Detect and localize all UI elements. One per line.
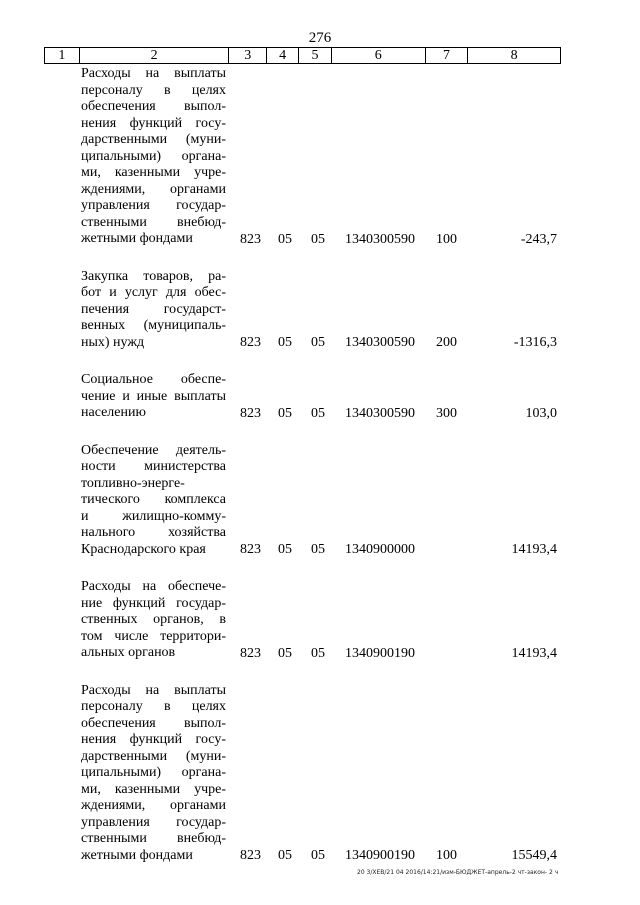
cell-c5: 05: [311, 231, 325, 247]
table-body: [0, 66, 640, 885]
row-description: [81, 66, 226, 248]
row-values: [0, 645, 640, 662]
description-line: тического комплекса: [81, 492, 226, 507]
header-col-3: 3: [229, 48, 267, 63]
description-line: персоналу в целях: [81, 82, 226, 98]
description-line: ми, казенными учре-: [81, 165, 226, 180]
cell-c4: 05: [278, 848, 292, 863]
table-row: [0, 269, 640, 352]
cell-c8: 103,0: [525, 405, 557, 421]
cell-c6: 1340300590: [345, 231, 415, 247]
description-line: обеспечения выпол-: [81, 99, 226, 114]
description-line: ние функций государ-: [81, 595, 226, 611]
description-line: том числе территори-: [81, 628, 226, 644]
description-line: жетными фондами: [81, 231, 193, 246]
description-line: дарственными (муни-: [81, 748, 226, 764]
row-values: [0, 847, 640, 864]
cell-c7: 100: [436, 848, 457, 863]
row-values: [0, 541, 640, 558]
description-line: ственных органов, в: [81, 612, 226, 627]
cell-c7: 200: [436, 335, 457, 350]
cell-c5: 05: [311, 645, 325, 661]
description-line: Расходы на выплаты: [81, 66, 226, 81]
row-description: [81, 683, 226, 865]
cell-c6: 1340900000: [345, 542, 415, 557]
cell-c6: 1340900190: [345, 848, 415, 863]
cell-c3: 823: [240, 848, 261, 863]
header-col-4: 4: [267, 48, 299, 63]
description-line: жетными фондами: [81, 847, 193, 863]
description-line: населению: [81, 405, 146, 420]
cell-c8: 15549,4: [511, 848, 557, 863]
description-line: бот и услуг для обес-: [81, 285, 226, 300]
header-col-6: 6: [332, 48, 426, 63]
description-line: обеспечения выпол-: [81, 715, 226, 731]
cell-c3: 823: [240, 645, 261, 661]
description-line: альных органов: [81, 645, 176, 660]
cell-c3: 823: [240, 405, 261, 421]
cell-c5: 05: [311, 335, 325, 350]
description-line: нения функций госу-: [81, 115, 226, 131]
header-col-8: 8: [510, 48, 518, 63]
description-line: Обеспечение деятель-: [81, 442, 226, 458]
description-line: персоналу в целях: [81, 699, 226, 714]
description-line: печения государст-: [81, 301, 226, 317]
header-col-1: 1: [45, 48, 80, 63]
description-line: Социальное обеспе-: [81, 372, 226, 387]
description-line: ных) нужд: [81, 334, 145, 350]
description-line: ственными внебюд-: [81, 831, 226, 846]
description-line: топливно-энерге-: [81, 475, 185, 491]
cell-c4: 05: [278, 645, 292, 661]
header-col-2: 2: [80, 48, 229, 63]
cell-c5: 05: [311, 848, 325, 863]
cell-c4: 05: [278, 335, 292, 350]
footer-file-path: 20 3/ХЕВ/21 04 2016/14:21/изм-БЮДЖЕТ-апрель-2 чт-закон- 2 ч: [357, 869, 559, 876]
description-line: ственными внебюд-: [81, 214, 226, 230]
description-line: венных (муниципаль-: [81, 318, 226, 333]
description-line: ждениями, органами: [81, 181, 226, 197]
description-line: Краснодарского края: [81, 541, 206, 557]
table-row: [0, 372, 640, 422]
cell-c6: 1340900190: [345, 645, 415, 661]
description-line: нения функций госу-: [81, 732, 226, 747]
cell-c5: 05: [311, 405, 325, 421]
table-row: [0, 579, 640, 662]
description-line: Расходы на обеспече-: [81, 579, 226, 594]
row-values: [0, 231, 640, 248]
description-line: чение и иные выплаты: [81, 388, 226, 404]
cell-c4: 05: [278, 542, 292, 557]
description-line: ми, казенными учре-: [81, 781, 226, 797]
row-values: [0, 405, 640, 422]
description-line: ципальными) органа-: [81, 765, 226, 780]
cell-c8: 14193,4: [511, 645, 557, 661]
cell-c6: 1340300590: [345, 335, 415, 350]
description-line: дарственными (муни-: [81, 132, 226, 147]
cell-c8: 14193,4: [511, 542, 557, 557]
header-col-7: 7: [426, 48, 469, 63]
page-number: 276: [308, 30, 332, 46]
description-line: Закупка товаров, ра-: [81, 268, 226, 284]
description-line: Расходы на выплаты: [81, 682, 226, 698]
header-col-5: 5: [299, 48, 332, 63]
cell-c7: 300: [436, 405, 457, 421]
description-line: и жилищно-комму-: [81, 508, 226, 524]
table-header: [44, 47, 561, 64]
table-row: [0, 66, 640, 248]
description-line: ждениями, органами: [81, 798, 226, 813]
cell-c5: 05: [311, 542, 325, 557]
cell-c3: 823: [240, 542, 261, 557]
description-line: управления государ-: [81, 814, 226, 830]
cell-c3: 823: [240, 335, 261, 350]
cell-c7: 100: [436, 231, 457, 247]
description-line: ности министерства: [81, 459, 226, 474]
description-line: нального хозяйства: [81, 525, 226, 540]
cell-c3: 823: [240, 231, 261, 247]
description-line: ципальными) органа-: [81, 148, 226, 164]
cell-c8: -1316,3: [513, 335, 557, 350]
table-row: [0, 683, 640, 865]
cell-c4: 05: [278, 231, 292, 247]
description-line: управления государ-: [81, 198, 226, 213]
row-values: [0, 334, 640, 351]
table-row: [0, 443, 640, 559]
cell-c6: 1340300590: [345, 405, 415, 421]
cell-c4: 05: [278, 405, 292, 421]
cell-c8: -243,7: [520, 231, 557, 247]
